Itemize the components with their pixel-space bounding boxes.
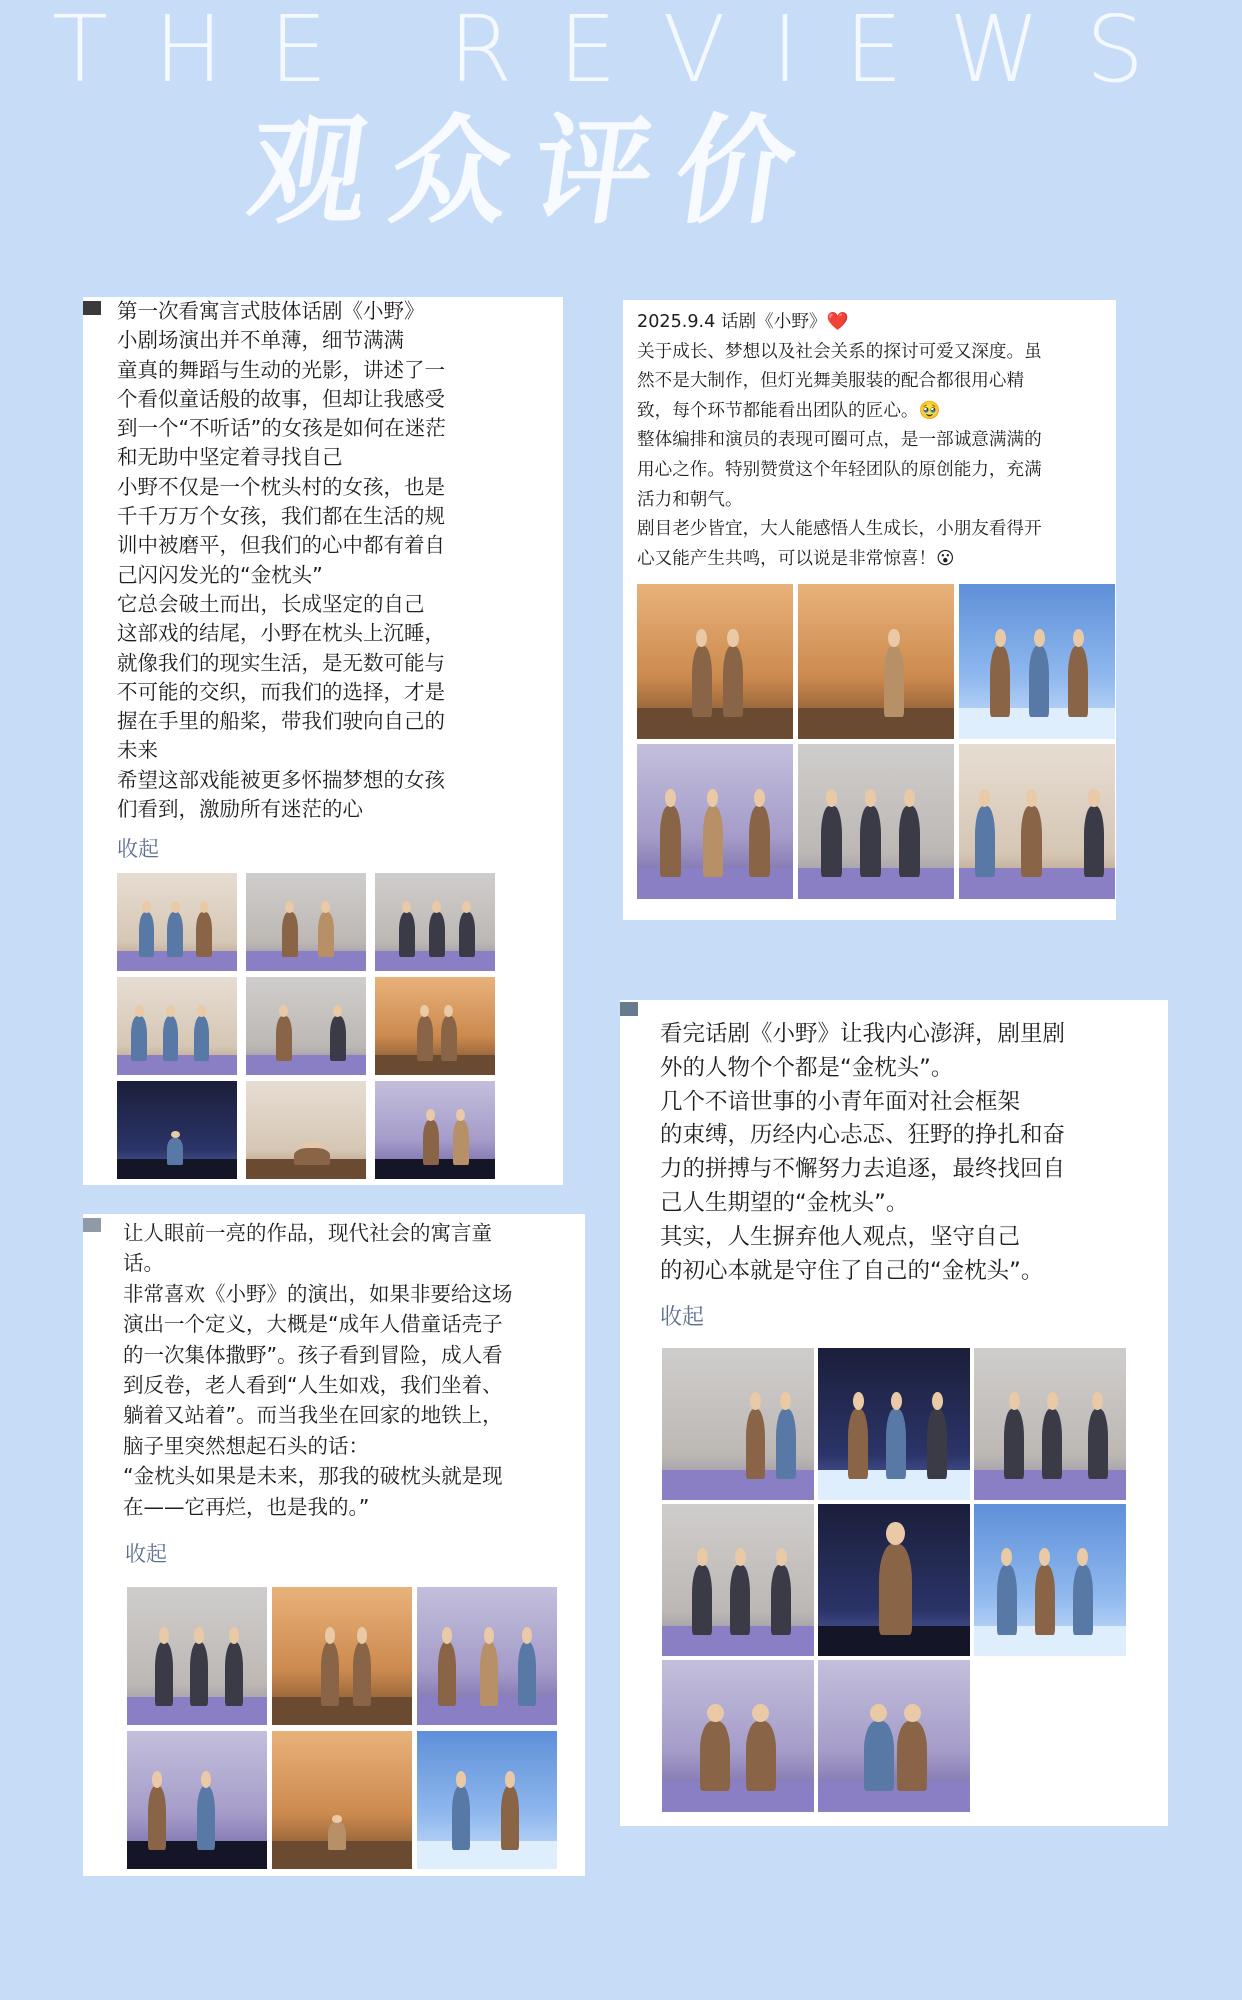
photo[interactable] [127,1731,267,1869]
photo[interactable] [417,1587,557,1725]
collapse-link[interactable]: 收起 [125,1542,167,1566]
avatar [83,1218,101,1232]
review-text-1: 第一次看寓言式肢体话剧《小野》 小剧场演出并不单薄，细节满满 童真的舞蹈与生动的光影，讲述了一 个看似童话般的故事，但却让我感受 到一个“不听话”的女孩是如何在迷茫 和无助中坚定着寻找自己 小野不仅是一个枕头村的女孩，也是 千千万万个女孩，我们都在生活的规 训中被磨平，但我们的心中都有着自 己闪闪发光的“金枕头” 它总会破土而出，长成坚定的自己 这部戏的结尾，小野在枕头上沉睡， 就像我们的现实生活，是无数可能与 不可能的交织，而我们的选择，才是 握在手里的船桨，带我们驶向自己的 未来 希望这部戏能被更多怀揣梦想的女孩 们看到，激励所有迷茫的心 [117,299,446,822]
review-text-2: 2025.9.4 话剧《小野》❤️ 关于成长、梦想以及社会关系的探讨可爱又深度。虽 然不是大制作，但灯光舞美服装的配合都很用心精 致，每个环节都能看出团队的匠心。🥹 整体编排和演员的表现可圈可点，是一部诚意满满的 用心之作。特别赞赏这个年轻团队的原创能力，充满 活力和朝气。 剧目老少皆宜，大人能感悟人生成长，小朋友看得开 心又能产生共鸣，可以说是非常惊喜！😮 [637,312,1042,569]
review-text-4: 看完话剧《小野》让我内心澎湃，剧里剧 外的人物个个都是“金枕头”。 几个不谙世事的小青年面对社会框架 的束缚，历经内心忐忑、狂野的挣扎和奋 力的拼搏与不懈努力去追逐，最终找回自 己人生期望的“金枕头”。 其实，人生摒弃他人观点，坚守自己 的初心本就是守住了自己的“金枕头”。 [660,1021,1066,1284]
photo[interactable] [375,977,495,1075]
photo[interactable] [117,1081,237,1179]
photo[interactable] [375,873,495,971]
photo-grid-4 [662,1348,1126,1812]
header-title-en: THE REVIEWS [51,0,1191,103]
review-text-3: 让人眼前一亮的作品，现代社会的寓言童 话。 非常喜欢《小野》的演出，如果非要给这场 演出一个定义，大概是“成年人借童话壳子 的一次集体撒野”。孩子看到冒险，成人看 到反卷，老人看到“人生如戏，我们坐着、 躺着又站着”。而当我坐在回家的地铁上， 脑子里突然想起石头的话： “金枕头如果是未来，那我的破枕头就是现 在——它再烂，也是我的。” [123,1221,513,1519]
photo[interactable] [417,1731,557,1869]
collapse-link[interactable]: 收起 [117,837,159,861]
photo[interactable] [272,1587,412,1725]
photo[interactable] [662,1348,814,1500]
photo[interactable] [798,744,954,899]
photo[interactable] [117,873,237,971]
photo[interactable] [127,1587,267,1725]
avatar [620,1002,638,1016]
photo[interactable] [959,744,1115,899]
photo-grid-1 [117,873,495,1179]
photo[interactable] [272,1731,412,1869]
review-card-4 [620,1000,1168,1826]
avatar [83,301,101,315]
review-card-3 [83,1214,585,1876]
photo[interactable] [959,584,1115,739]
photo-grid-3 [127,1587,557,1869]
photo[interactable] [375,1081,495,1179]
photo-grid-2 [637,584,1115,899]
photo[interactable] [117,977,237,1075]
photo[interactable] [662,1504,814,1656]
header-title-cn: 观众评价 [240,102,828,240]
photo[interactable] [637,584,793,739]
photo[interactable] [637,744,793,899]
photo[interactable] [246,873,366,971]
photo[interactable] [974,1348,1126,1500]
photo[interactable] [818,1348,970,1500]
photo[interactable] [662,1660,814,1812]
photo[interactable] [798,584,954,739]
photo[interactable] [818,1504,970,1656]
photo[interactable] [974,1504,1126,1656]
review-card-2 [623,300,1116,920]
photo[interactable] [818,1660,970,1812]
review-card-1 [83,297,563,1185]
photo[interactable] [246,1081,366,1179]
photo[interactable] [246,977,366,1075]
collapse-link[interactable]: 收起 [660,1305,705,1330]
